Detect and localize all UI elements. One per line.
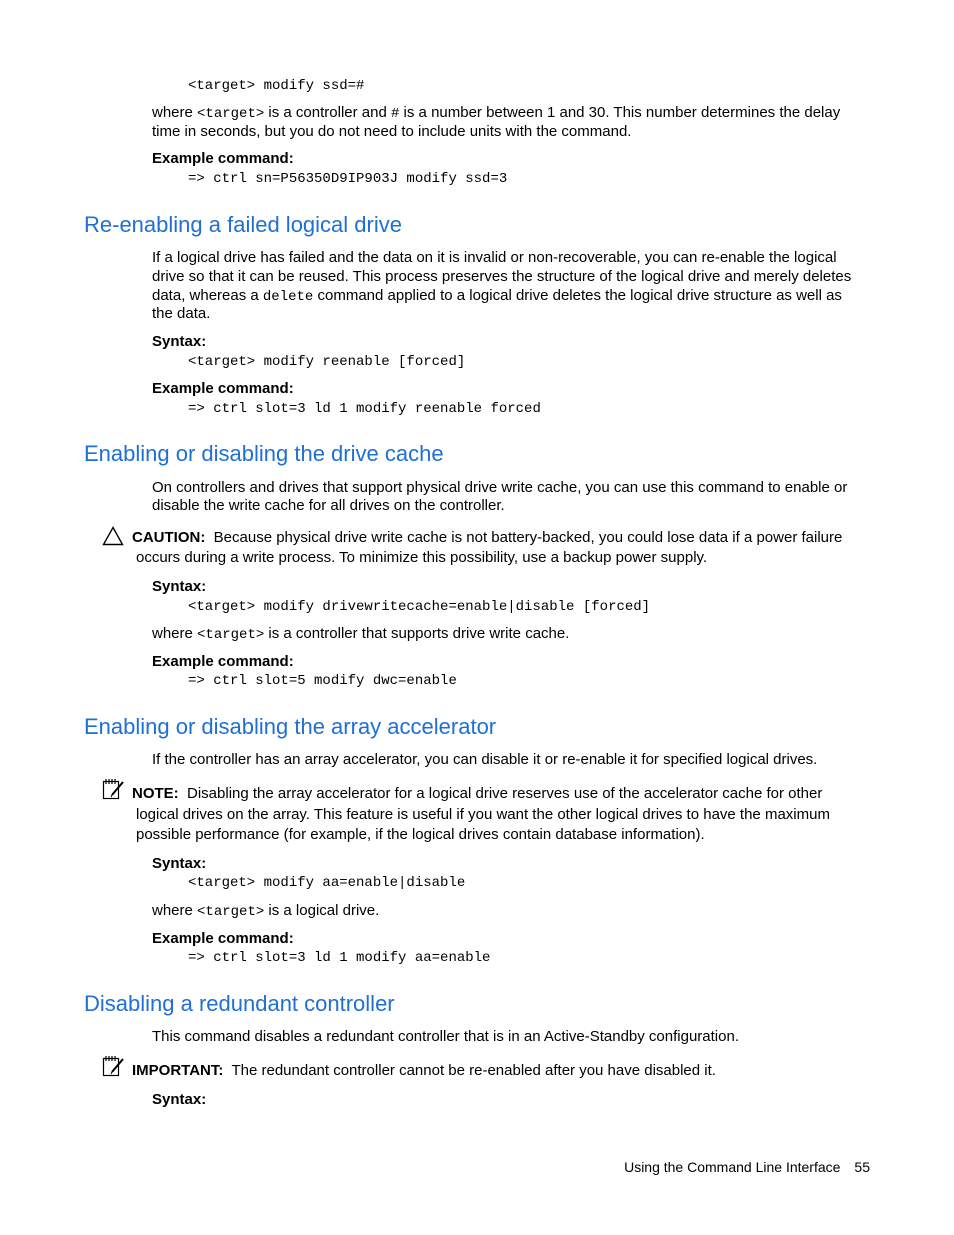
heading-redundant-controller: Disabling a redundant controller	[84, 991, 395, 1016]
where-text: is a logical drive.	[264, 902, 380, 919]
reenable-paragraph-line4: the data.	[152, 305, 211, 322]
note-text: Disabling the array accelerator for a logical drive reserves use of the accelerator cache for other	[187, 785, 823, 802]
important-line	[132, 1061, 716, 1080]
note-pad-icon	[102, 778, 126, 802]
array-accelerator-example-code: => ctrl slot=3 ld 1 modify aa=enable	[188, 950, 491, 966]
paragraph-text: data, whereas a	[152, 287, 263, 304]
note-line1	[132, 784, 822, 803]
array-accelerator-paragraph: If the controller has an array accelerator, you can disable it or re-enable it for specified logical drives.	[152, 751, 818, 768]
important-label: IMPORTANT:	[132, 1062, 224, 1079]
page-footer	[624, 1159, 870, 1175]
paragraph-text: command applied to a logical drive deletes the logical drive structure as well as	[313, 287, 842, 304]
drive-cache-where-line	[152, 624, 569, 645]
ssd-example-code: => ctrl sn=P56350D9IP903J modify ssd=3	[188, 171, 508, 187]
reenable-paragraph-line2: drive so that it can be reused. This process preserves the structure of the logical drive and merely deletes	[152, 268, 852, 285]
drive-cache-paragraph-line2: disable the write cache for all drives on the controller.	[152, 497, 505, 514]
array-accelerator-where-line	[152, 901, 379, 922]
note-pad-icon	[102, 1055, 126, 1079]
redundant-controller-paragraph: This command disables a redundant controller that is in an Active-Standby configuration.	[152, 1028, 739, 1045]
reenable-paragraph-line3	[152, 286, 842, 307]
ssd-where-line1	[152, 103, 840, 124]
caution-text: Because physical drive write cache is not battery-backed, you could lose data if a power failure	[213, 529, 843, 546]
reenable-example-code: => ctrl slot=3 ld 1 modify reenable forced	[188, 401, 541, 417]
where-text: where	[152, 104, 198, 121]
heading-array-accelerator: Enabling or disabling the array accelerator	[84, 714, 497, 739]
inline-code-delete: delete	[262, 289, 314, 305]
page-number: 55	[854, 1159, 870, 1175]
syntax-label: Syntax:	[152, 578, 207, 595]
caution-line2: occurs during a write process. To minimize this possibility, use a backup power supply.	[136, 549, 708, 566]
where-text: is a number between 1 and 30. This number determines the delay	[399, 104, 841, 121]
caution-line1	[132, 528, 842, 547]
heading-reenable-failed-drive: Re-enabling a failed logical drive	[84, 212, 402, 237]
caution-label: CAUTION:	[132, 529, 206, 546]
heading-drive-cache: Enabling or disabling the drive cache	[84, 441, 444, 466]
note-line3: possible performance (for example, if the logical drives contain database information).	[136, 826, 705, 843]
example-command-label: Example command:	[152, 150, 294, 167]
note-label: NOTE:	[132, 785, 179, 802]
reenable-paragraph-line1: If a logical drive has failed and the data on it is invalid or non-recoverable, you can re-enable the logical	[152, 249, 837, 266]
example-command-label: Example command:	[152, 653, 294, 670]
where-text: where	[152, 902, 198, 919]
caution-triangle-icon	[102, 526, 124, 546]
syntax-label: Syntax:	[152, 1091, 207, 1108]
where-text: is a controller and	[264, 104, 391, 121]
footer-title: Using the Command Line Interface	[624, 1159, 841, 1175]
drive-cache-syntax-code: <target> modify drivewritecache=enable|disable [forced]	[188, 599, 651, 615]
reenable-syntax-code: <target> modify reenable [forced]	[188, 354, 466, 370]
inline-code-target: <target>	[197, 627, 265, 643]
note-line2: logical drives on the array. This feature is useful if you want the other logical drives to have the maximum	[136, 806, 830, 823]
important-text: The redundant controller cannot be re-enabled after you have disabled it.	[231, 1062, 716, 1079]
example-command-label: Example command:	[152, 380, 294, 397]
drive-cache-paragraph-line1: On controllers and drives that support physical drive write cache, you can use this command to enable or	[152, 479, 848, 496]
example-command-label: Example command:	[152, 930, 294, 947]
inline-code-target: <target>	[197, 904, 265, 920]
ssd-where-line2: time in seconds, but you do not need to include units with the command.	[152, 123, 632, 140]
where-text: where	[152, 625, 198, 642]
inline-code-hash: #	[390, 106, 400, 122]
syntax-label: Syntax:	[152, 333, 207, 350]
where-text: is a controller that supports drive write cache.	[264, 625, 570, 642]
syntax-label: Syntax:	[152, 855, 207, 872]
ssd-syntax-code: <target> modify ssd=#	[188, 78, 365, 94]
inline-code-target: <target>	[197, 106, 265, 122]
drive-cache-example-code: => ctrl slot=5 modify dwc=enable	[188, 673, 457, 689]
array-accelerator-syntax-code: <target> modify aa=enable|disable	[188, 875, 466, 891]
